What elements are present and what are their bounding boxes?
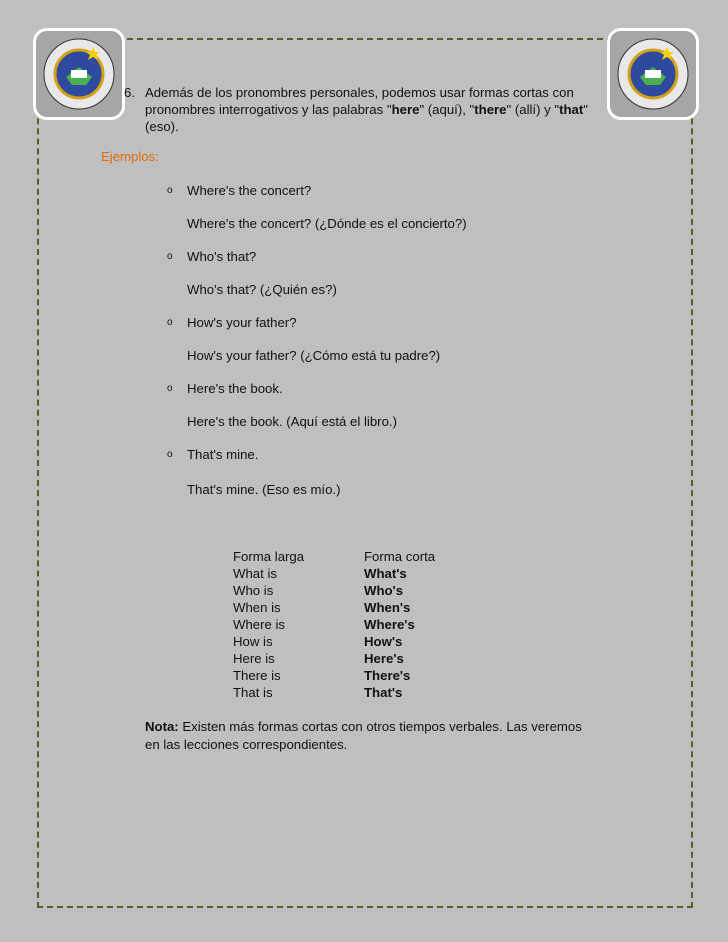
short-form: Who's xyxy=(364,583,404,598)
text-line: en las lecciones correspondientes. xyxy=(145,737,348,752)
example-translation: That's mine. (Eso es mío.) xyxy=(187,482,341,497)
text-line: Además de los pronombres personales, podemos usar formas cortas con xyxy=(145,85,574,100)
long-form: How is xyxy=(233,634,273,649)
short-form: That's xyxy=(364,685,403,700)
long-form: Who is xyxy=(233,583,274,598)
text-line: pronombres interrogativos y las palabras "here" (aquí), "there" (allí) y "that" xyxy=(145,102,588,117)
bullet-icon: o xyxy=(167,317,173,328)
text-line: (eso). xyxy=(145,119,179,134)
short-form: There's xyxy=(364,668,411,683)
contractions-table xyxy=(233,548,533,701)
table-header-row xyxy=(233,548,533,565)
short-form: Where's xyxy=(364,617,415,632)
list-item-6 xyxy=(124,84,604,135)
keyword-here: here xyxy=(391,102,420,117)
example-translation: Who's that? (¿Quién es?) xyxy=(187,282,337,297)
bullet-icon: o xyxy=(167,449,173,460)
institute-logo-left xyxy=(33,28,125,120)
table-row xyxy=(233,565,533,582)
example-translation: Here's the book. (Aquí está el libro.) xyxy=(187,414,397,429)
table-row xyxy=(233,633,533,650)
example-english: How's your father? xyxy=(187,315,297,330)
note-label: Nota: xyxy=(145,719,179,734)
short-form: Here's xyxy=(364,651,404,666)
table-row xyxy=(233,599,533,616)
bullet-icon: o xyxy=(167,251,173,262)
long-form: Here is xyxy=(233,651,275,666)
example-english: Where's the concert? xyxy=(187,183,312,198)
example-english: Who's that? xyxy=(187,249,257,264)
table-row xyxy=(233,667,533,684)
table-row xyxy=(233,582,533,599)
institute-logo-right xyxy=(607,28,699,120)
table-row xyxy=(233,684,533,701)
long-form: There is xyxy=(233,668,281,683)
example-translation: How's your father? (¿Cómo está tu padre?) xyxy=(187,348,441,363)
long-form: That is xyxy=(233,685,273,700)
short-form: When's xyxy=(364,600,411,615)
examples-heading: Ejemplos: xyxy=(101,149,159,164)
long-form: Where is xyxy=(233,617,286,632)
long-form: What is xyxy=(233,566,277,581)
long-form: When is xyxy=(233,600,281,615)
example-translation: Where's the concert? (¿Dónde es el concierto?) xyxy=(187,216,467,231)
keyword-there: there xyxy=(474,102,507,117)
keyword-that: that xyxy=(559,102,584,117)
note-paragraph xyxy=(145,718,625,754)
example-english: That's mine. xyxy=(187,447,259,462)
header-short-form: Forma corta xyxy=(364,549,436,564)
table-row xyxy=(233,650,533,667)
short-form: How's xyxy=(364,634,403,649)
institute-seal-icon xyxy=(42,37,116,111)
bullet-icon: o xyxy=(167,185,173,196)
example-english: Here's the book. xyxy=(187,381,283,396)
list-item-text xyxy=(145,84,604,135)
header-long-form: Forma larga xyxy=(233,549,305,564)
table-row xyxy=(233,616,533,633)
text-line: Nota: Existen más formas cortas con otros tiempos verbales. Las veremos xyxy=(145,719,582,734)
list-number: 6. xyxy=(124,85,135,100)
page-border xyxy=(37,38,693,908)
short-form: What's xyxy=(364,566,407,581)
bullet-icon: o xyxy=(167,383,173,394)
institute-seal-icon xyxy=(616,37,690,111)
